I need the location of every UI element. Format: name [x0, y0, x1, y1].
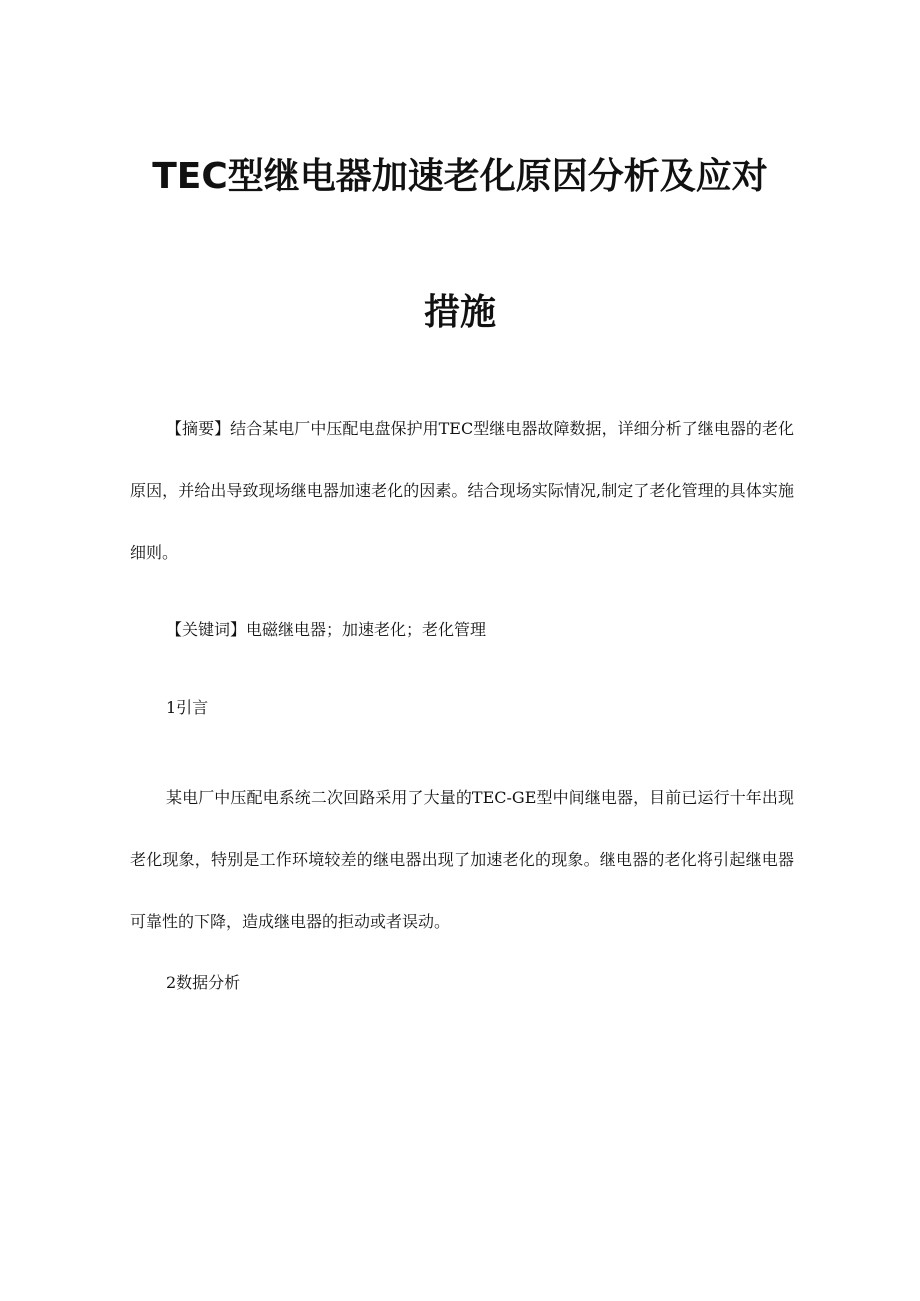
- document-title-line-1: TEC型继电器加速老化原因分析及应对: [152, 156, 768, 197]
- section-2-heading: 2数据分析: [166, 973, 241, 992]
- abstract-paragraph: 【摘要】结合某电厂中压配电盘保护用TEC型继电器故障数据，详细分析了继电器的老化原因，并给出导致现场继电器加速老化的因素。结合现场实际情况,制定了老化管理的具体实施细则。: [130, 419, 794, 562]
- section-1-paragraph: 某电厂中压配电系统二次回路采用了大量的TEC-GE型中间继电器，目前已运行十年出现老化现象，特别是工作环境较差的继电器出现了加速老化的现象。继电器的老化将引起继电器可靠性的下降，造成继电器的拒动或者误动。: [130, 788, 794, 931]
- section-1-heading: 1引言: [166, 698, 209, 717]
- document-title-line-2: 措施: [423, 292, 496, 333]
- keywords-line: 【关键词】电磁继电器；加速老化；老化管理: [166, 620, 487, 639]
